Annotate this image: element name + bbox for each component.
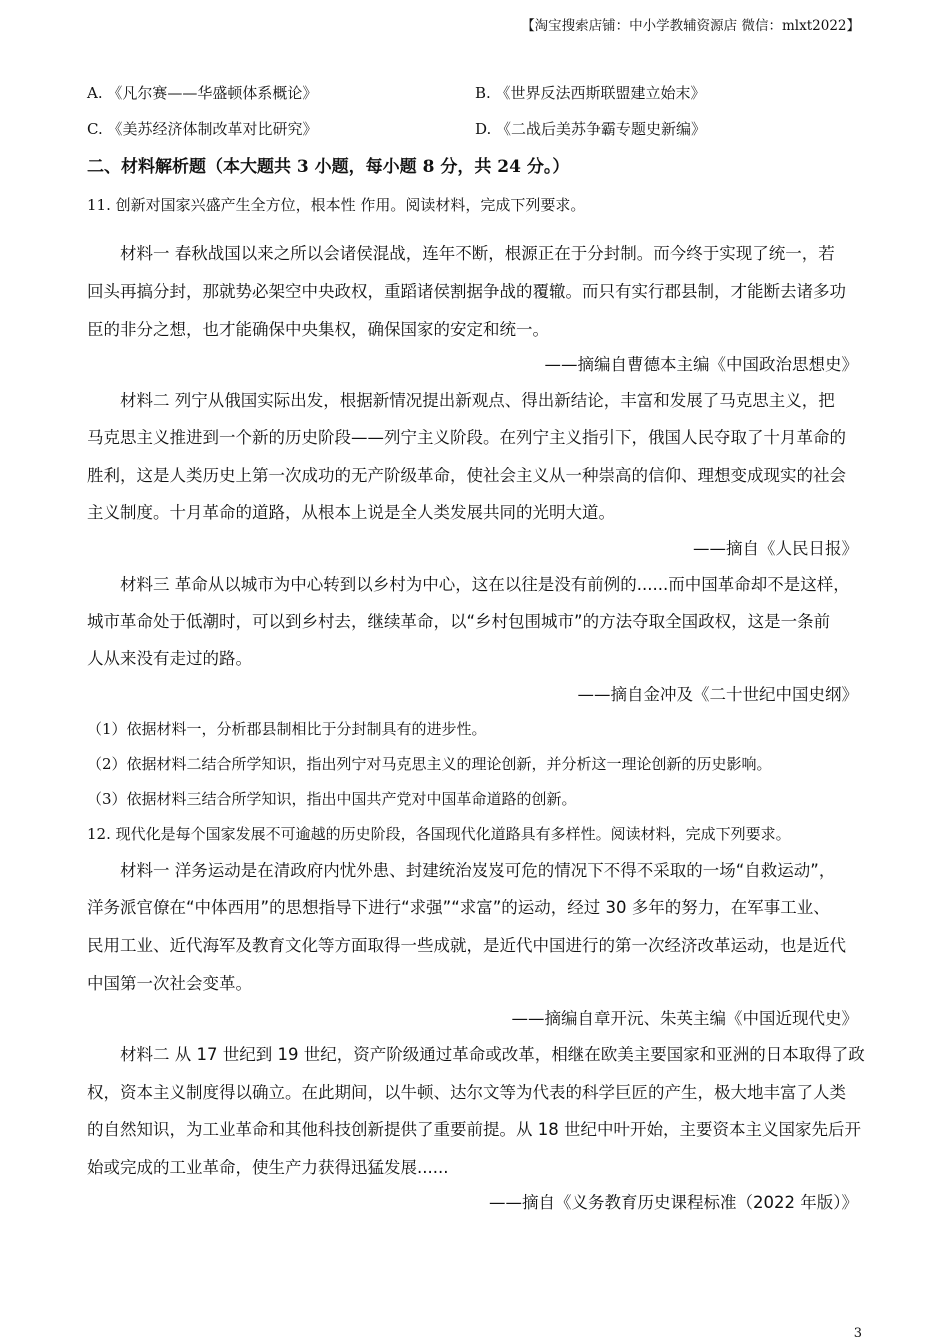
q12-m2-source: ——摘自《义务教育历史课程标准（2022 年版）》 xyxy=(489,1193,858,1212)
option-a: A. 《凡尔赛——华盛顿体系概论》 xyxy=(87,84,318,102)
q11-stem: 11. 创新对国家兴盛产生全方位，根本性 作用。阅读材料，完成下列要求。 xyxy=(87,196,586,214)
q11-m1-source: ——摘编自曹德本主编《中国政治思想史》 xyxy=(544,355,858,374)
q11-sub-3: （3）依据材料三结合所学知识，指出中国共产党对中国革命道路的创新。 xyxy=(87,790,577,808)
q11-m1-line: 材料一 春秋战国以来之所以会诸侯混战，连年不断，根源正在于分封制。而今终于实现了统一，若 xyxy=(120,244,835,263)
option-c: C. 《美苏经济体制改革对比研究》 xyxy=(87,120,318,138)
q11-sub-1: （1）依据材料一，分析郡县制相比于分封制具有的进步性。 xyxy=(87,720,487,738)
section-title: 二、材料解析题（本大题共 3 小题，每小题 8 分，共 24 分。） xyxy=(87,157,570,177)
option-b: B. 《世界反法西斯联盟建立始末》 xyxy=(475,84,706,102)
q12-stem: 12. 现代化是每个国家发展不可逾越的历史阶段，各国现代化道路具有多样性。阅读材料，完成下列要求。 xyxy=(87,825,791,843)
q12-m1-source: ——摘编自章开沅、朱英主编《中国近现代史》 xyxy=(511,1009,858,1028)
option-d: D. 《二战后美苏争霸专题史新编》 xyxy=(475,120,707,138)
q12-m1-line: 民用工业、近代海军及教育文化等方面取得一些成就，是近代中国进行的第一次经济改革运动，也是近代 xyxy=(87,936,846,955)
header-note: 【淘宝搜索店铺：中小学教辅资源店 微信：mlxt2022】 xyxy=(521,18,860,34)
q11-m3-line: 城市革命处于低潮时，可以到乡村去，继续革命，以“乡村包围城市”的方法夺取全国政权，这是一条前 xyxy=(87,612,831,631)
q11-m2-source: ——摘自《人民日报》 xyxy=(693,539,858,558)
q12-m1-line: 中国第一次社会变革。 xyxy=(87,974,252,993)
q12-m2-line: 的自然知识，为工业革命和其他科技创新提供了重要前提。从 18 世纪中叶开始，主要资本主义国家先后开 xyxy=(87,1120,861,1139)
q11-m1-line: 臣的非分之想，也才能确保中央集权，确保国家的安定和统一。 xyxy=(87,320,549,339)
q11-m2-line: 主义制度。十月革命的道路，从根本上说是全人类发展共同的光明大道。 xyxy=(87,503,615,522)
q11-m2-line: 马克思主义推进到一个新的历史阶段——列宁主义阶段。在列宁主义指引下，俄国人民夺取了十月革命的 xyxy=(87,428,846,447)
q12-m2-line: 权，资本主义制度得以确立。在此期间，以牛顿、达尔文等为代表的科学巨匠的产生，极大地丰富了人类 xyxy=(87,1083,846,1102)
q11-sub-2: （2）依据材料二结合所学知识，指出列宁对马克思主义的理论创新，并分析这一理论创新的历史影响。 xyxy=(87,755,772,773)
q11-m3-source: ——摘自金冲及《二十世纪中国史纲》 xyxy=(577,685,858,704)
q11-m2-line: 胜利，这是人类历史上第一次成功的无产阶级革命，使社会主义从一种崇高的信仰、理想变成现实的社会 xyxy=(87,466,846,485)
q12-m1-line: 洋务派官僚在“中体西用”的思想指导下进行“求强”“求富”的运动，经过 30 多年的努力，在军事工业、 xyxy=(87,898,830,917)
q11-m3-line: 人从来没有走过的路。 xyxy=(87,649,252,668)
q12-m2-line: 始或完成的工业革命，使生产力获得迅猛发展...... xyxy=(87,1158,449,1177)
q11-m3-line: 材料三 革命从以城市为中心转到以乡村为中心，这在以往是没有前例的......而中国革命却不是这样， xyxy=(120,575,850,594)
q12-m1-line: 材料一 洋务运动是在清政府内忧外患、封建统治岌岌可危的情况下不得不采取的一场“自救运动”， xyxy=(120,861,836,880)
q11-m1-line: 回头再搞分封，那就势必架空中央政权，重蹈诸侯割据争战的覆辙。而只有实行郡县制，才能断去诸多功 xyxy=(87,282,846,301)
q12-m2-line: 材料二 从 17 世纪到 19 世纪，资产阶级通过革命或改革，相继在欧美主要国家和亚洲的日本取得了政 xyxy=(120,1045,865,1064)
q11-m2-line: 材料二 列宁从俄国实际出发，根据新情况提出新观点、得出新结论，丰富和发展了马克思主义，把 xyxy=(120,391,835,410)
page-number: 3 xyxy=(853,1326,862,1341)
